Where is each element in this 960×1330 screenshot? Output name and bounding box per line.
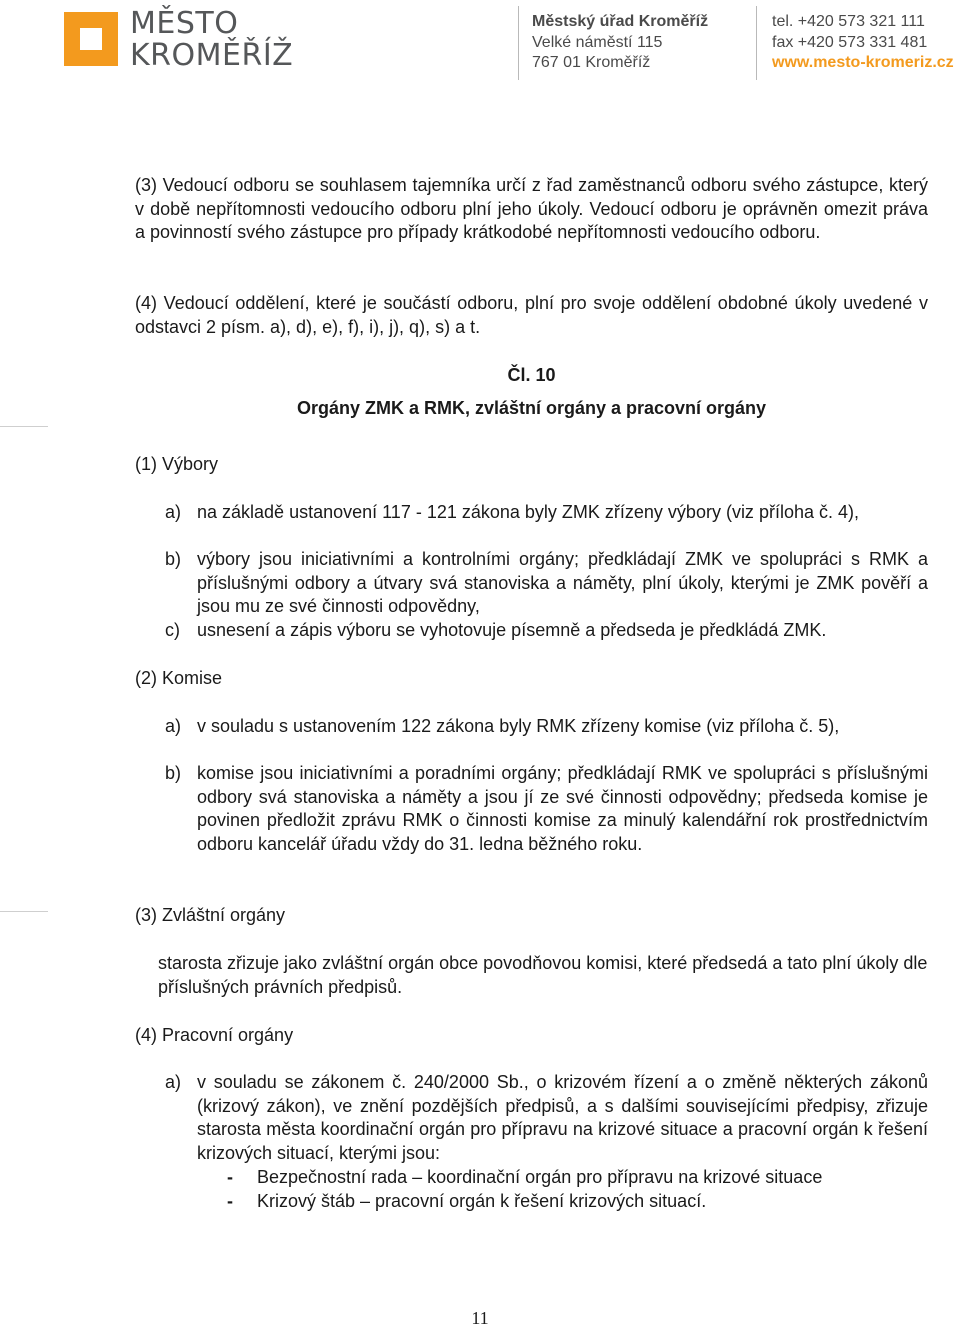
list-item [165, 715, 928, 739]
list-item-label: a) [165, 1072, 182, 1092]
section-1-heading: (1) Výbory [135, 454, 219, 474]
dash-item-text: Bezpečnostní rada – koordinační orgán pro přípravu na krizové situace [257, 1167, 823, 1187]
margin-mark [0, 426, 48, 427]
list-item-text: v souladu s ustanovením 122 zákona byly RMK zřízeny komise (viz příloha č. 5), [197, 716, 840, 736]
article-title: Orgány ZMK a RMK, zvláštní orgány a pracovní orgány [296, 398, 767, 418]
office-city: 767 01 Kroměříž [532, 54, 651, 71]
section-3-text: starosta zřizuje jako zvláštní orgán obce povodňovou komisi, které předsedá a tato plní úkoly dle příslušných právních předpisů. [158, 953, 928, 997]
paragraph-3: (3) Vedoucí odboru se souhlasem tajemníka určí z řad zaměstnanců odboru svého zástupce, který v době nepřítomnosti vedoucího odboru plní jeho úkoly. Vedoucí odboru je oprávněn omezit práva a povinností svého zástupce pro případy krátkodobé nepřítomnosti vedoucího odboru. [135, 175, 928, 242]
office-fax: fax +420 573 331 481 [772, 33, 928, 51]
page-number: 11 [471, 1308, 489, 1328]
city-logo-text [130, 8, 293, 72]
office-tel: tel. +420 573 321 111 [772, 13, 925, 30]
list-item-label: c) [165, 620, 180, 640]
section-3-heading: (3) Zvláštní orgány [135, 905, 286, 925]
list-item-text: na základě ustanovení 117 - 121 zákona byly ZMK zřízeny výbory (viz příloha č. 4), [197, 502, 859, 522]
office-street: Velké náměstí 115 [532, 33, 663, 51]
office-contacts [772, 12, 954, 74]
article-number: Čl. 10 [507, 365, 556, 385]
logo-line-1: MĚSTO [130, 6, 239, 41]
city-logo-mark [64, 12, 118, 66]
dash-list-item [227, 1166, 927, 1190]
dash-mark: - [227, 1167, 233, 1187]
header-divider [756, 6, 757, 80]
paragraph-4: (4) Vedoucí oddělení, které je součástí odboru, plní pro svoje oddělení obdobné úkoly uvedené v odstavci 2 písm. a), d), e), f), i), j), q), s) a t. [135, 293, 928, 337]
dash-mark: - [227, 1191, 233, 1211]
list-item [165, 548, 928, 619]
office-name: Městský úřad Kroměříž [532, 13, 709, 30]
dash-item-text: Krizový štáb – pracovní orgán k řešení krizových situací. [257, 1191, 707, 1211]
margin-mark [0, 911, 48, 912]
list-item-text: komise jsou iniciativními a poradními orgány; předkládají RMK ve spolupráci s příslušnými odbory svá stanoviska a náměty a jsou jí ze své činnosti odpovědny; předseda komise je povinen předložit zprávu RMK o činnosti komise za minulý kalendářní rok prostřednictvím odboru kancelář úřadu vždy do 31. ledna běžného roku. [197, 763, 928, 854]
office-address [532, 12, 708, 74]
list-item-label: b) [165, 549, 182, 569]
section-2-heading: (2) Komise [135, 668, 223, 688]
logo-square [80, 28, 102, 50]
header-divider [518, 6, 519, 80]
list-item-label: a) [165, 716, 182, 736]
section-4-heading: (4) Pracovní orgány [135, 1025, 294, 1045]
logo-line-2: KROMĚŘÍŽ [130, 38, 294, 73]
list-item [165, 619, 928, 643]
list-item [165, 501, 928, 525]
office-web-link[interactable]: www.mesto-kromeriz.cz [772, 54, 954, 71]
list-item [165, 1071, 928, 1165]
dash-list-item [227, 1190, 927, 1214]
list-item-label: b) [165, 763, 182, 783]
list-item-text: výbory jsou iniciativními a kontrolními orgány; předkládají ZMK ve spolupráci s RMK a příslušnými odbory a útvary svá stanoviska a náměty, plní úkoly, kterými je ZMK pověří a jsou mu ze své činnosti odpovědny, [197, 549, 928, 616]
list-item-label: a) [165, 502, 182, 522]
list-item-text: usnesení a zápis výboru se vyhotovuje písemně a předseda je předkládá ZMK. [197, 620, 827, 640]
list-item [165, 762, 928, 856]
list-item-text: v souladu se zákonem č. 240/2000 Sb., o krizovém řízení a o změně některých zákonů (krizový zákon), ve znění pozdějších předpisů, a s dalšími souvisejícími předpisy, zřizuje starosta města koordinační orgán pro přípravu na krizové situace a pracovní orgán k řešení krizových situací, kterými jsou: [197, 1072, 928, 1163]
